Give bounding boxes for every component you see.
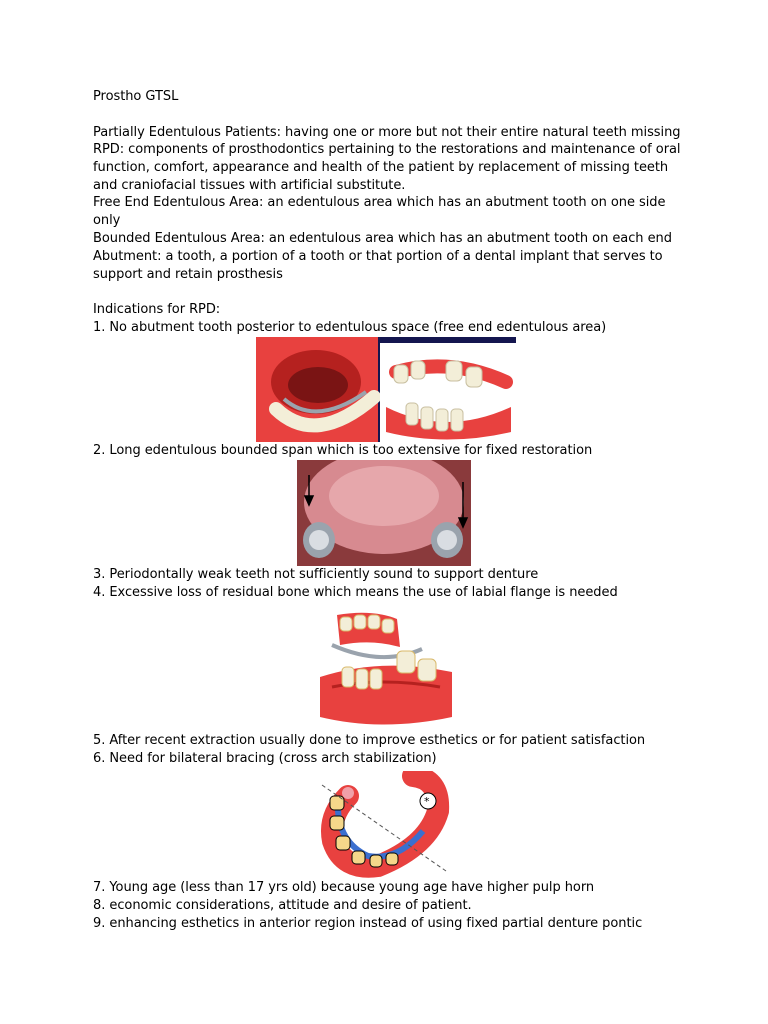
indication-item: 3. Periodontally weak teeth not sufficiently sound to support denture [93,567,539,582]
indications-heading: Indications for RPD: [93,302,221,317]
indication-item: 1. No abutment tooth posterior to edentulous space (free end edentulous area) [93,320,607,335]
indication-item: 5. After recent extraction usually done to improve esthetics or for patient satisfaction [93,733,646,748]
labial-flange-figure [312,607,459,729]
definition-line: Partially Edentulous Patients: having one or more but not their entire natural teeth missing [93,125,681,140]
indication-item: 8. economic considerations, attitude and desire of patient. [93,898,472,913]
indication-item: 2. Long edentulous bounded span which is too extensive for fixed restoration [93,443,593,458]
svg-text:*: * [424,795,430,808]
definition-line: RPD: components of prosthodontics pertaining to the restorations and maintenance of oral [93,142,681,157]
definition-line: Free End Edentulous Area: an edentulous area which has an abutment tooth on one side [93,195,666,210]
indication-item: 4. Excessive loss of residual bone which means the use of labial flange is needed [93,585,618,600]
definition-line: support and retain prosthesis [93,267,283,282]
free-end-rpd-figure [256,337,516,442]
definition-line: Abutment: a tooth, a portion of a tooth or that portion of a dental implant that serves to [93,249,663,264]
cross-arch-figure [318,771,450,878]
definition-line: and craniofacial tissues with artificial substitute. [93,178,406,193]
definition-line: function, comfort, appearance and health of the patient by replacement of missing teeth [93,160,669,175]
bounded-span-figure [297,460,471,566]
indication-item: 7. Young age (less than 17 yrs old) because young age have higher pulp horn [93,880,595,895]
document-title: Prostho GTSL [93,89,179,104]
definition-line: Bounded Edentulous Area: an edentulous area which has an abutment tooth on each end [93,231,672,246]
indication-item: 6. Need for bilateral bracing (cross arch stabilization) [93,751,437,766]
definition-line: only [93,213,121,228]
indication-item: 9. enhancing esthetics in anterior region instead of using fixed partial denture pontic [93,916,643,931]
